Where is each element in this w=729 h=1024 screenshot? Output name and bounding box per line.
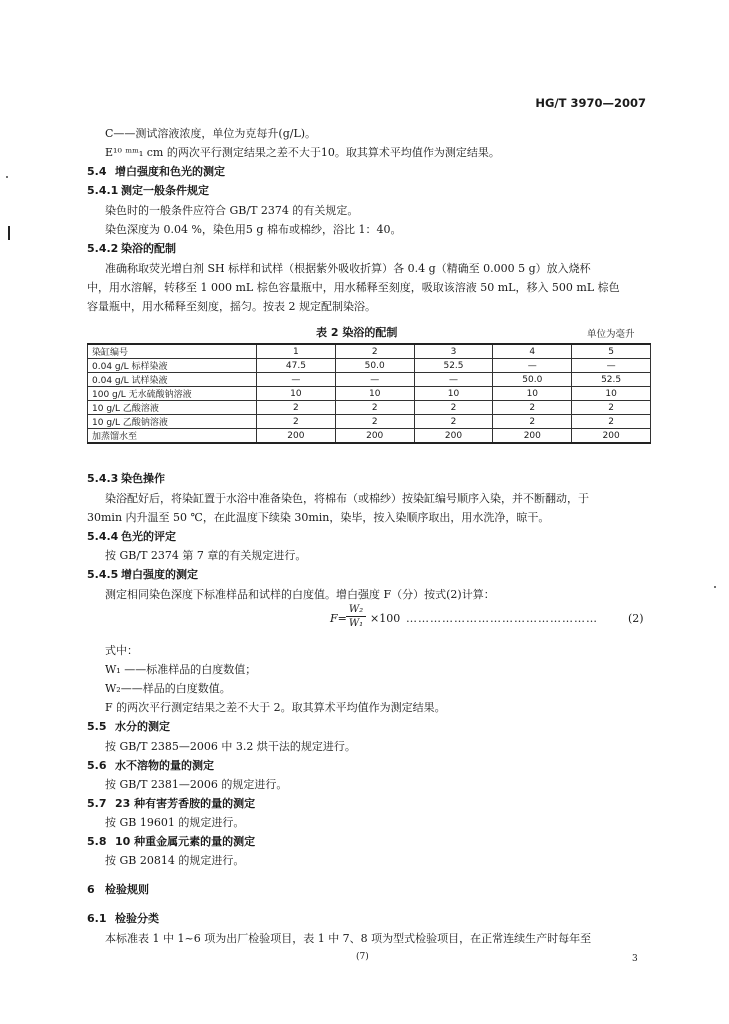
dye-bath-table (87, 343, 651, 444)
table-row (88, 373, 651, 387)
text-line: 按 GB/T 2374 第 7 章的有关规定进行。 (105, 549, 307, 562)
table-header-row (88, 344, 651, 359)
table-cell: 2 (493, 415, 572, 429)
fraction-bar (346, 616, 366, 617)
text-line: 染浴配好后，将染缸置于水浴中准备染色，将棉布（或棉纱）按染缸编号顺序入染，并不断翻动，于 (105, 492, 589, 505)
text-line: 按 GB/T 2385—2006 中 3.2 烘干法的规定进行。 (105, 740, 356, 753)
table-cell: 0.04 g/L 标样染液 (88, 359, 257, 373)
text-line: 准确称取荧光增白剂 SH 标样和试样（根据紫外吸收折算）各 0.4 g（精确至 0.000 5 g）放入烧杯 (105, 262, 591, 275)
table-cell: 2 (572, 415, 651, 429)
table-row (88, 387, 651, 401)
formula-number: (2) (628, 612, 644, 625)
section-5-4-2-heading: 5.4.2 染浴的配制 (87, 242, 176, 255)
table-cell: 200 (493, 429, 572, 444)
table-cell: 0.04 g/L 试样染液 (88, 373, 257, 387)
table-cell: 10 (335, 387, 414, 401)
table-cell: — (493, 359, 572, 373)
table-header-cell: 染缸编号 (88, 344, 257, 359)
section-5-5-heading: 5.5 水分的测定 (87, 720, 170, 733)
table-cell: — (257, 373, 336, 387)
table-header-cell: 4 (493, 344, 572, 359)
text-line: 按 GB 20814 的规定进行。 (105, 854, 245, 867)
table-cell: 2 (335, 401, 414, 415)
table-cell: 200 (414, 429, 493, 444)
table-header-cell: 1 (257, 344, 336, 359)
footer-code: (7) (356, 952, 369, 962)
table-cell: 200 (572, 429, 651, 444)
text-line: 染色时的一般条件应符合 GB/T 2374 的有关规定。 (105, 204, 359, 217)
variable-definition: W₁ ——标准样品的白度数值； (105, 663, 257, 676)
table-cell: 200 (335, 429, 414, 444)
table-unit: 单位为毫升 (587, 329, 635, 340)
table-cell: 10 g/L 乙酸钠溶液 (88, 415, 257, 429)
table-cell: 10 (257, 387, 336, 401)
section-5-8-heading: 5.8 10 种重金属元素的量的测定 (87, 835, 256, 848)
table-cell: — (572, 359, 651, 373)
section-5-4-4-heading: 5.4.4 色光的评定 (87, 530, 176, 543)
section-5-4-5-heading: 5.4.5 增白强度的测定 (87, 568, 198, 581)
table-cell: 2 (414, 415, 493, 429)
section-5-4-heading: 5.4 增白强度和色光的测定 (87, 165, 225, 178)
formula-lhs: F= (330, 612, 347, 625)
variable-definition: W₂——样品的白度数值。 (105, 682, 231, 695)
table-cell: 2 (493, 401, 572, 415)
table-cell: 2 (257, 401, 336, 415)
standard-number: HG/T 3970—2007 (535, 96, 646, 110)
table-cell: 2 (257, 415, 336, 429)
text-line: 测定相同染色深度下标准样品和试样的白度值。增白强度 F（分）按式(2)计算： (105, 588, 495, 601)
formula-fraction (346, 604, 366, 629)
table-row (88, 401, 651, 415)
table-cell: 加蒸馏水至 (88, 429, 257, 444)
table-cell: 47.5 (257, 359, 336, 373)
table-header-cell: 3 (414, 344, 493, 359)
formula-leader-dots: ………………………………………… (406, 612, 598, 625)
text-line: 中，用水溶解，转移至 1 000 mL 棕色容量瓶中，用水稀释至刻度，吸取该溶液 50 mL，移入 500 mL 棕色 (87, 281, 620, 294)
table-cell: 2 (572, 401, 651, 415)
table-cell: 50.0 (335, 359, 414, 373)
text-line: 式中： (105, 644, 138, 657)
table-header-cell: 2 (335, 344, 414, 359)
table-cell: 52.5 (414, 359, 493, 373)
text-line: 染色深度为 0.04 %，染色用5 g 棉布或棉纱，浴比 1：40。 (105, 223, 402, 236)
section-5-4-1-heading: 5.4.1 测定一般条件规定 (87, 184, 209, 197)
table-cell: 2 (335, 415, 414, 429)
table-cell: 10 (572, 387, 651, 401)
section-5-7-heading: 5.7 23 种有害芳香胺的量的测定 (87, 797, 256, 810)
table-cell: 10 g/L 乙酸溶液 (88, 401, 257, 415)
table-cell: 10 (414, 387, 493, 401)
table-header-cell: 5 (572, 344, 651, 359)
table-cell: 50.0 (493, 373, 572, 387)
scan-speck (6, 176, 8, 178)
text-line: 按 GB/T 2381—2006 的规定进行。 (105, 778, 288, 791)
text-line: E¹⁰ ᵐᵐ₁ cm 的两次平行测定结果之差不大于10。取其算术平均值作为测定结果。 (105, 146, 500, 159)
formula-numerator: W₂ (348, 604, 364, 615)
table-cell: 2 (414, 401, 493, 415)
table-cell: 200 (257, 429, 336, 444)
margin-mark (8, 226, 10, 240)
text-line: 容量瓶中，用水稀释至刻度，摇匀。按表 2 规定配制染浴。 (87, 300, 376, 313)
scan-speck (714, 586, 716, 588)
text-line: C——测试溶液浓度，单位为克每升(g/L)。 (105, 127, 317, 140)
section-6-heading: 6 检验规则 (87, 883, 149, 896)
text-line: 本标准表 1 中 1~6 项为出厂检验项目，表 1 中 7、8 项为型式检验项目，在正常连续生产时每年至 (105, 932, 592, 945)
table-cell: 100 g/L 无水硫酸钠溶液 (88, 387, 257, 401)
text-line: F 的两次平行测定结果之差不大于 2。取其算术平均值作为测定结果。 (105, 701, 446, 714)
table-cell: — (335, 373, 414, 387)
table-row (88, 415, 651, 429)
text-line: 30min 内升温至 50 ℃，在此温度下续染 30min，染毕，按入染顺序取出，用水洗净，晾干。 (87, 511, 550, 524)
formula-multiplier: ×100 (370, 612, 401, 625)
table-cell: 10 (493, 387, 572, 401)
section-5-4-3-heading: 5.4.3 染色操作 (87, 472, 165, 485)
table-cell: 52.5 (572, 373, 651, 387)
table-title: 表 2 染浴的配制 (316, 326, 398, 339)
table-row (88, 359, 651, 373)
section-5-6-heading: 5.6 水不溶物的量的测定 (87, 759, 214, 772)
text-line: 按 GB 19601 的规定进行。 (105, 816, 245, 829)
table-row (88, 429, 651, 444)
table-cell: — (414, 373, 493, 387)
page-number: 3 (632, 954, 638, 964)
section-6-1-heading: 6.1 检验分类 (87, 912, 159, 925)
formula-denominator: W₁ (348, 618, 364, 629)
